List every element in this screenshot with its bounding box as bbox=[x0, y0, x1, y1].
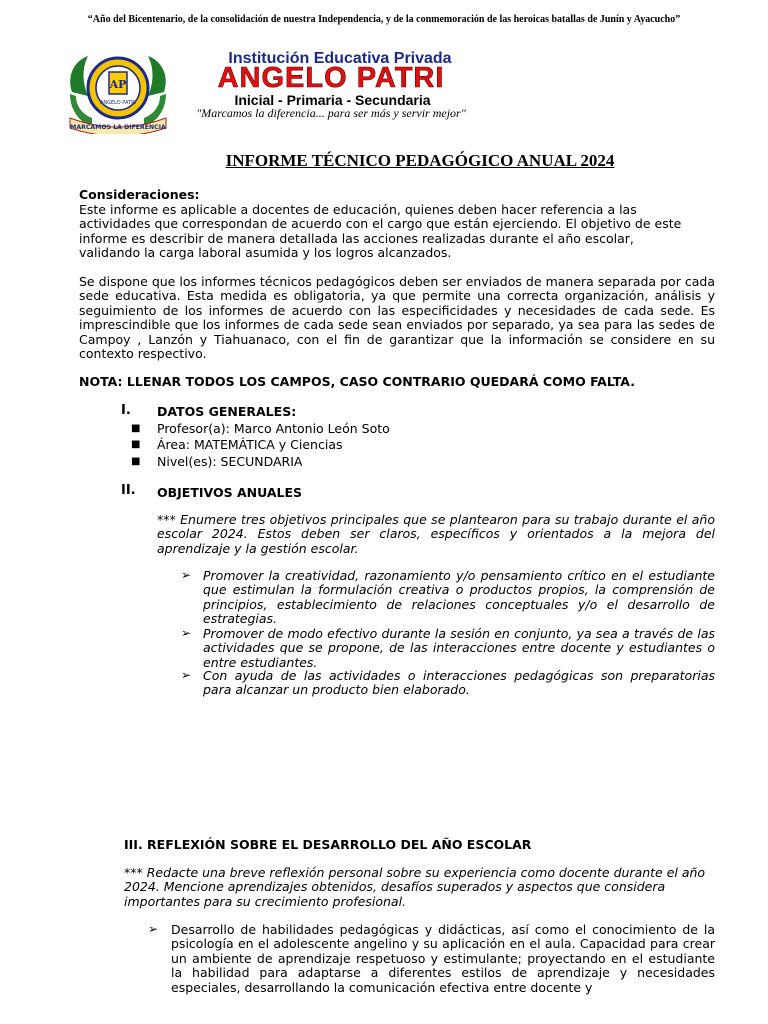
section-1-title: DATOS GENERALES: bbox=[157, 404, 297, 419]
school-seal-logo bbox=[62, 52, 174, 134]
level-field: Nivel(es): SECUNDARIA bbox=[157, 454, 303, 469]
reflection-instruction: *** Redacte una breve reflexión personal sobre su experiencia como docente durante el año 2024. Mencione aprendizajes obtenidos, desafíos superados y aspectos que considera importantes para su crecimiento profesional. bbox=[124, 865, 706, 909]
arrow-bullet-icon: ➢ bbox=[181, 568, 192, 582]
institution-type: Institución Educativa Privada bbox=[228, 50, 452, 67]
section-3-title: III. REFLEXIÓN SOBRE EL DESARROLLO DEL AÑO ESCOLAR bbox=[124, 837, 532, 852]
section-2-title: OBJETIVOS ANUALES bbox=[157, 485, 303, 500]
section-1-number: I. bbox=[121, 403, 131, 418]
reflection-text: Desarrollo de habilidades pedagógicas y didácticas, así como el conocimiento de la psicología en el adolescente angelino y su aplicación en el aula. Capacidad para crear un ambiente de aprendizaje respetuoso y estimulante; proyectando en el estudiante la habilidad para adaptarse a diferentes estilos de aprendizaje y necesidades especiales, desarrollando la comunicación efectiva entre docente y bbox=[171, 922, 715, 995]
objective-item: Promover la creatividad, razonamiento y/o pensamiento crítico en el estudiante que estimulan la formulación creativa o productos propios, la comprensión de principios, establecimiento de relaciones conceptuales y/o el desarrollo de estrategias. bbox=[203, 568, 715, 627]
teacher-field: Profesor(a): Marco Antonio León Soto bbox=[157, 421, 390, 436]
institution-slogan: "Marcamos la diferencia... para ser más y servir mejor" bbox=[196, 106, 466, 120]
svg-text:AP: AP bbox=[109, 78, 127, 91]
considerations-line: Este informe es aplicable a docentes de educación, quienes deben hacer referencia a las bbox=[79, 202, 637, 217]
section-2-number: II. bbox=[121, 483, 136, 498]
seal-text: ANGELO PATRI bbox=[99, 100, 137, 106]
objective-item: Promover de modo efectivo durante la sesión en conjunto, ya sea a través de las actividades que se propone, de las interacciones entre docente y estudiantes o entre estudiantes. bbox=[203, 626, 715, 670]
bullet-icon: ■ bbox=[131, 439, 141, 450]
bullet-icon: ■ bbox=[131, 423, 141, 434]
institution-levels: Inicial - Primaria - Secundaria bbox=[234, 92, 431, 108]
considerations-paragraph-2: Se dispone que los informes técnicos pedagógicos deben ser enviados de manera separada por cada sede educativa. Esta medida es obligatoria, ya que permite una correcta organización, análisis y seguimiento de los informes de acuerdo con las especificidades y necesidades de cada sede. Es imprescindible que los informes de cada sede sean enviados por separado, ya sea para las sedes de Campoy , Lanzón y Tiahuanaco, con el fin de garantizar que la información se considere en su contexto respectivo. bbox=[79, 274, 715, 362]
arrow-bullet-icon: ➢ bbox=[148, 922, 159, 936]
arrow-bullet-icon: ➢ bbox=[181, 626, 192, 640]
objectives-instruction: *** Enumere tres objetivos principales que se plantearon para su trabajo durante el año escolar 2024. Estos deben ser claros, específicos y orientados a la mejora del aprendizaje y la gestión escolar. bbox=[157, 512, 715, 556]
considerations-paragraph-1 bbox=[79, 203, 715, 261]
considerations-line: validando la carga laboral asumida y los logros alcanzados. bbox=[79, 245, 452, 261]
header-motto: “Año del Bicentenario, de la consolidación de nuestra Independencia, y de la conmemoración de las heroicas batallas de Junín y Ayacucho” bbox=[87, 14, 681, 25]
arrow-bullet-icon: ➢ bbox=[181, 668, 192, 682]
document-title: INFORME TÉCNICO PEDAGÓGICO ANUAL 2024 bbox=[225, 151, 615, 170]
considerations-line: actividades que correspondan de acuerdo con el cargo que están ejerciendo. El objetivo de este bbox=[79, 216, 682, 232]
seal-ribbon-text: MARCAMOS LA DIFERENCIA bbox=[70, 124, 166, 131]
considerations-heading: Consideraciones: bbox=[79, 187, 200, 202]
considerations-line: informe es describir de manera detallada las acciones realizadas durante el año escolar, bbox=[79, 230, 634, 246]
bullet-icon: ■ bbox=[131, 456, 141, 467]
note-text: NOTA: LLENAR TODOS LOS CAMPOS, CASO CONTRARIO QUEDARÁ COMO FALTA. bbox=[79, 374, 635, 389]
area-field: Área: MATEMÁTICA y Ciencias bbox=[157, 437, 343, 452]
objective-item: Con ayuda de las actividades o interacciones pedagógicas son preparatorias para alcanzar un producto bien elaborado. bbox=[203, 668, 715, 698]
institution-name: ANGELO PATRI bbox=[217, 62, 445, 94]
